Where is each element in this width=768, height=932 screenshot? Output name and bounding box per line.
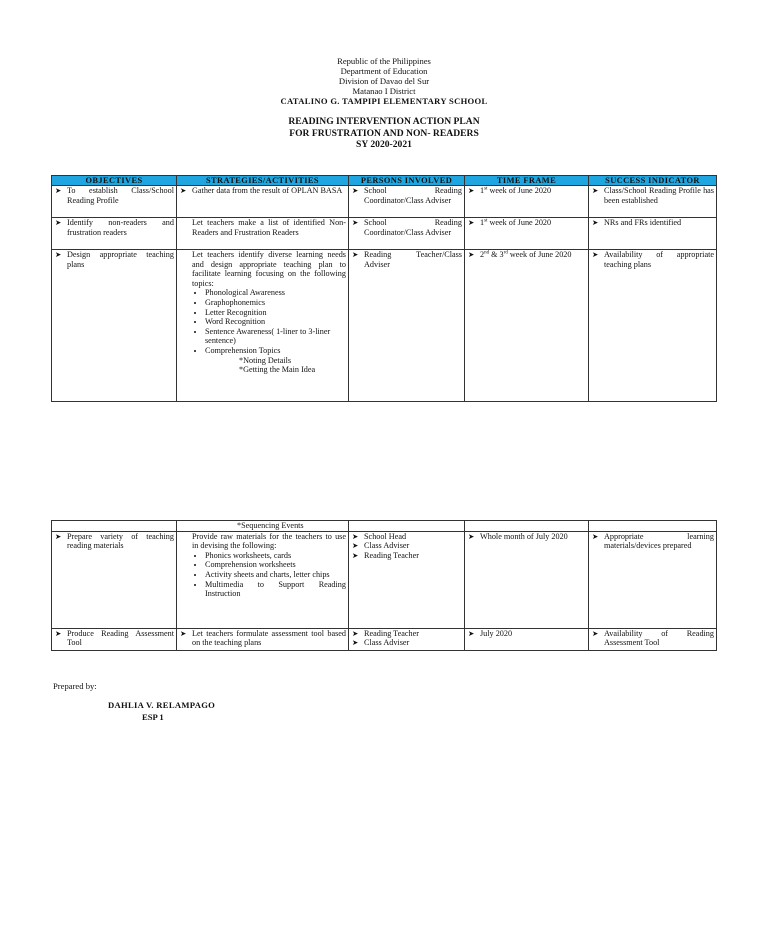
table-row (52, 186, 717, 218)
column-header-strategies: STRATEGIES/ACTIVITIES (177, 176, 349, 186)
materials-list (179, 551, 346, 599)
preparer-name: DAHLIA V. RELAMPAGO (108, 700, 216, 710)
strategy-cell: ➤ Let teachers formulate assessment tool based on the teaching plans (177, 628, 349, 650)
objective-cell: ➤ Design appropriate teaching plans (52, 250, 177, 402)
table-row (52, 521, 717, 532)
action-plan-table-continued (51, 520, 717, 651)
time-frame-cell: ➤ July 2020 (465, 628, 589, 650)
list-item: • Multimedia to Support Reading Instruction (205, 580, 346, 599)
subtopic: *Noting Details (239, 355, 292, 365)
list-item: • Comprehension Topics (205, 346, 346, 356)
success-indicator-cell: ➤ NRs and FRs identified (589, 218, 717, 250)
subtopic: *Getting the Main Idea (239, 365, 316, 375)
action-plan-table (51, 175, 717, 402)
objective-cell: ➤ Prepare variety of teaching reading materials (52, 531, 177, 628)
success-indicator-cell: ➤ Appropriate learning materials/devices prepared (589, 531, 717, 628)
table-row (52, 531, 717, 628)
time-frame-cell: ➤ Whole month of July 2020 (465, 531, 589, 628)
persons-cell: ➤ Reading Teacher/Class Adviser (349, 250, 465, 402)
column-header-objectives: OBJECTIVES (52, 176, 177, 186)
strategy-cell: Let teachers identify diverse learning needs and design appropriate teaching plan to facilitate learning focusing on the following topics: • Phonological Awareness • Graphophonemics • Letter Recognition • Word Recognition • Sentence Awareness( 1-liner to 3-liner sentence) • Comprehension Topics *Noting Details *Getting the Main Idea (177, 250, 349, 402)
objective-cell: ➤ Produce Reading Assessment Tool (52, 628, 177, 650)
success-indicator-cell: ➤ Availability of appropriate teaching plans (589, 250, 717, 402)
list-item: • Activity sheets and charts, letter chips (205, 570, 346, 580)
list-item: • Phonics worksheets, cards (205, 551, 346, 561)
title-line-1: READING INTERVENTION ACTION PLAN (288, 116, 480, 127)
column-header-time-frame: TIME FRAME (465, 176, 589, 186)
header-line-department: Department of Education (340, 66, 428, 76)
table-row (52, 250, 717, 402)
preparer-position: ESP 1 (142, 712, 164, 722)
header-line-republic: Republic of the Philippines (337, 56, 431, 66)
document-header (0, 56, 768, 106)
time-frame-cell: ➤ 1st week of June 2020 (465, 186, 589, 218)
title-line-3: SY 2020-2021 (356, 139, 412, 150)
prepared-by-label: Prepared by: (53, 681, 97, 691)
header-line-division: Division of Davao del Sur (338, 76, 430, 86)
list-item: • Sentence Awareness( 1-liner to 3-liner sentence) (205, 327, 346, 346)
table-header-row (52, 176, 717, 186)
persons-cell: ➤ School Reading Coordinator/Class Adviser (349, 186, 465, 218)
column-header-success-indicator: SUCCESS INDICATOR (589, 176, 717, 186)
school-name: CATALINO G. TAMPIPI ELEMENTARY SCHOOL (280, 96, 488, 106)
success-indicator-cell: ➤ Availability of Reading Assessment Tool (589, 628, 717, 650)
strategy-cell: Provide raw materials for the teachers to use in devising the following: • Phonics worksheets, cards • Comprehension worksheets • Activity sheets and charts, letter chips • Multimedia to Support Reading Instruction (177, 531, 349, 628)
table-row (52, 628, 717, 650)
list-item: • Phonological Awareness (205, 288, 346, 298)
time-frame-cell: ➤ 1st week of June 2020 (465, 218, 589, 250)
document-title (0, 116, 768, 151)
list-item: • Letter Recognition (205, 308, 346, 318)
strategy-cell: *Sequencing Events (177, 521, 349, 532)
column-header-persons: PERSONS INVOLVED (349, 176, 465, 186)
strategy-cell: ➤ Gather data from the result of OPLAN BASA (177, 186, 349, 218)
time-frame-cell: ➤ 2nd & 3rd week of June 2020 (465, 250, 589, 402)
topics-list (179, 288, 346, 355)
persons-cell: ➤ Reading Teacher ➤ Class Adviser (349, 628, 465, 650)
persons-cell: ➤ School Head ➤ Class Adviser ➤ Reading Teacher (349, 531, 465, 628)
list-item: • Graphophonemics (205, 298, 346, 308)
success-indicator-cell: ➤ Class/School Reading Profile has been established (589, 186, 717, 218)
title-line-2: FOR FRUSTRATION AND NON- READERS (289, 127, 479, 139)
persons-cell: ➤ School Reading Coordinator/Class Adviser (349, 218, 465, 250)
strategy-cell: Let teachers make a list of identified Non-Readers and Frustration Readers (177, 218, 349, 250)
list-item: • Comprehension worksheets (205, 560, 346, 570)
list-item: • Word Recognition (205, 317, 346, 327)
objective-cell: ➤ Identify non-readers and frustration readers (52, 218, 177, 250)
objective-cell: ➤ To establish Class/School Reading Profile (52, 186, 177, 218)
table-row (52, 218, 717, 250)
header-line-district: Matanao I District (352, 86, 416, 96)
